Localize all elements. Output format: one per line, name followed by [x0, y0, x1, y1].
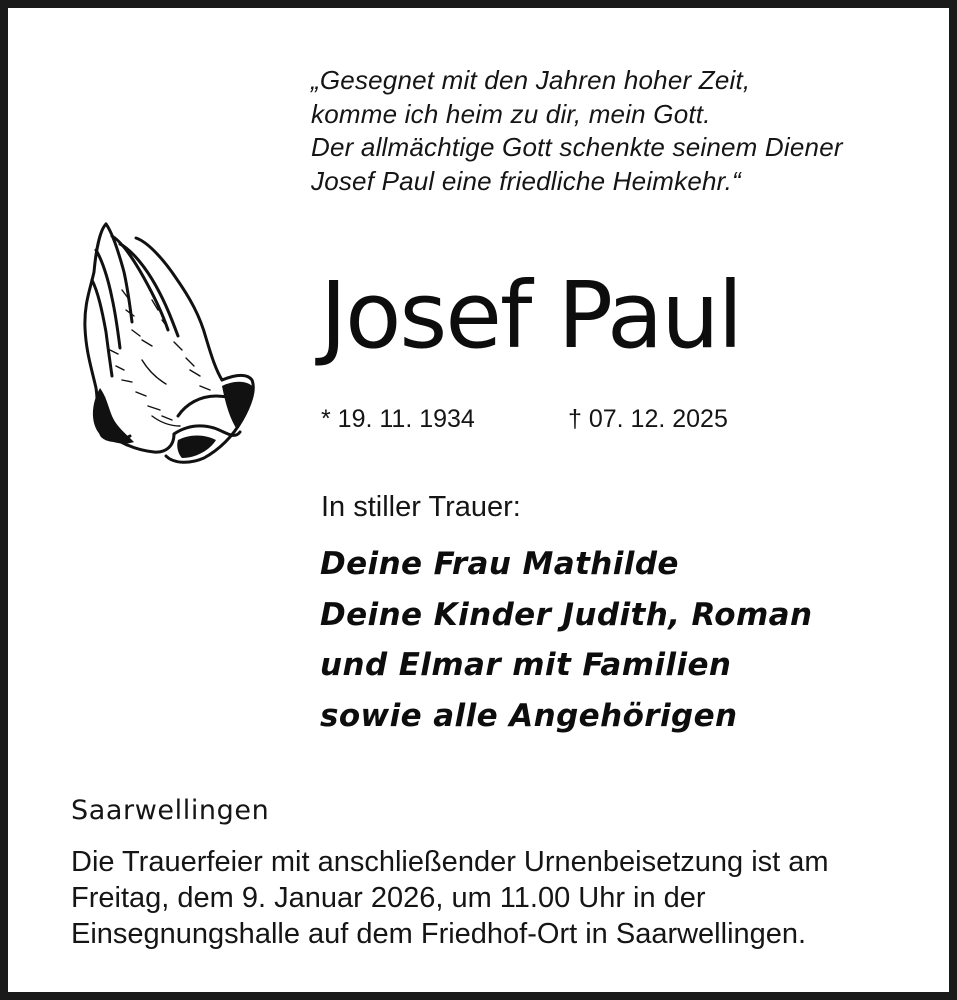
life-dates	[321, 402, 728, 436]
ceremony-line: Die Trauerfeier mit anschließender Urnenbeisetzung ist am	[71, 846, 829, 878]
praying-hands-icon	[82, 220, 256, 465]
mourners-list	[320, 539, 812, 741]
death-date: † 07. 12. 2025	[568, 405, 728, 433]
quote-line: komme ich heim zu dir, mein Gott.	[311, 98, 711, 129]
ceremony-line: Freitag, dem 9. Januar 2026, um 11.00 Uhr in der	[71, 882, 706, 914]
town-name: Saarwellingen	[71, 795, 270, 826]
mourner-line: Deine Kinder Judith, Roman	[320, 596, 813, 633]
mourning-label: In stiller Trauer:	[321, 491, 521, 523]
mourner-line: Deine Frau Mathilde	[320, 546, 679, 582]
quote-line: Der allmächtige Gott schenkte seinem Diener	[311, 132, 843, 162]
mourner-line: und Elmar mit Familien	[320, 647, 732, 683]
deceased-name: Josef Paul	[320, 262, 742, 369]
mourner-line: sowie alle Angehörigen	[320, 697, 738, 734]
quote-line: Josef Paul eine friedliche Heimkehr.“	[311, 165, 741, 196]
ceremony-details	[71, 844, 931, 952]
bible-quote	[311, 64, 931, 198]
quote-line: „Gesegnet mit den Jahren hoher Zeit,	[311, 65, 751, 95]
birth-date: * 19. 11. 1934	[321, 405, 475, 433]
ceremony-line: Einsegnungshalle auf dem Friedhof-Ort in Saarwellingen.	[71, 918, 807, 950]
